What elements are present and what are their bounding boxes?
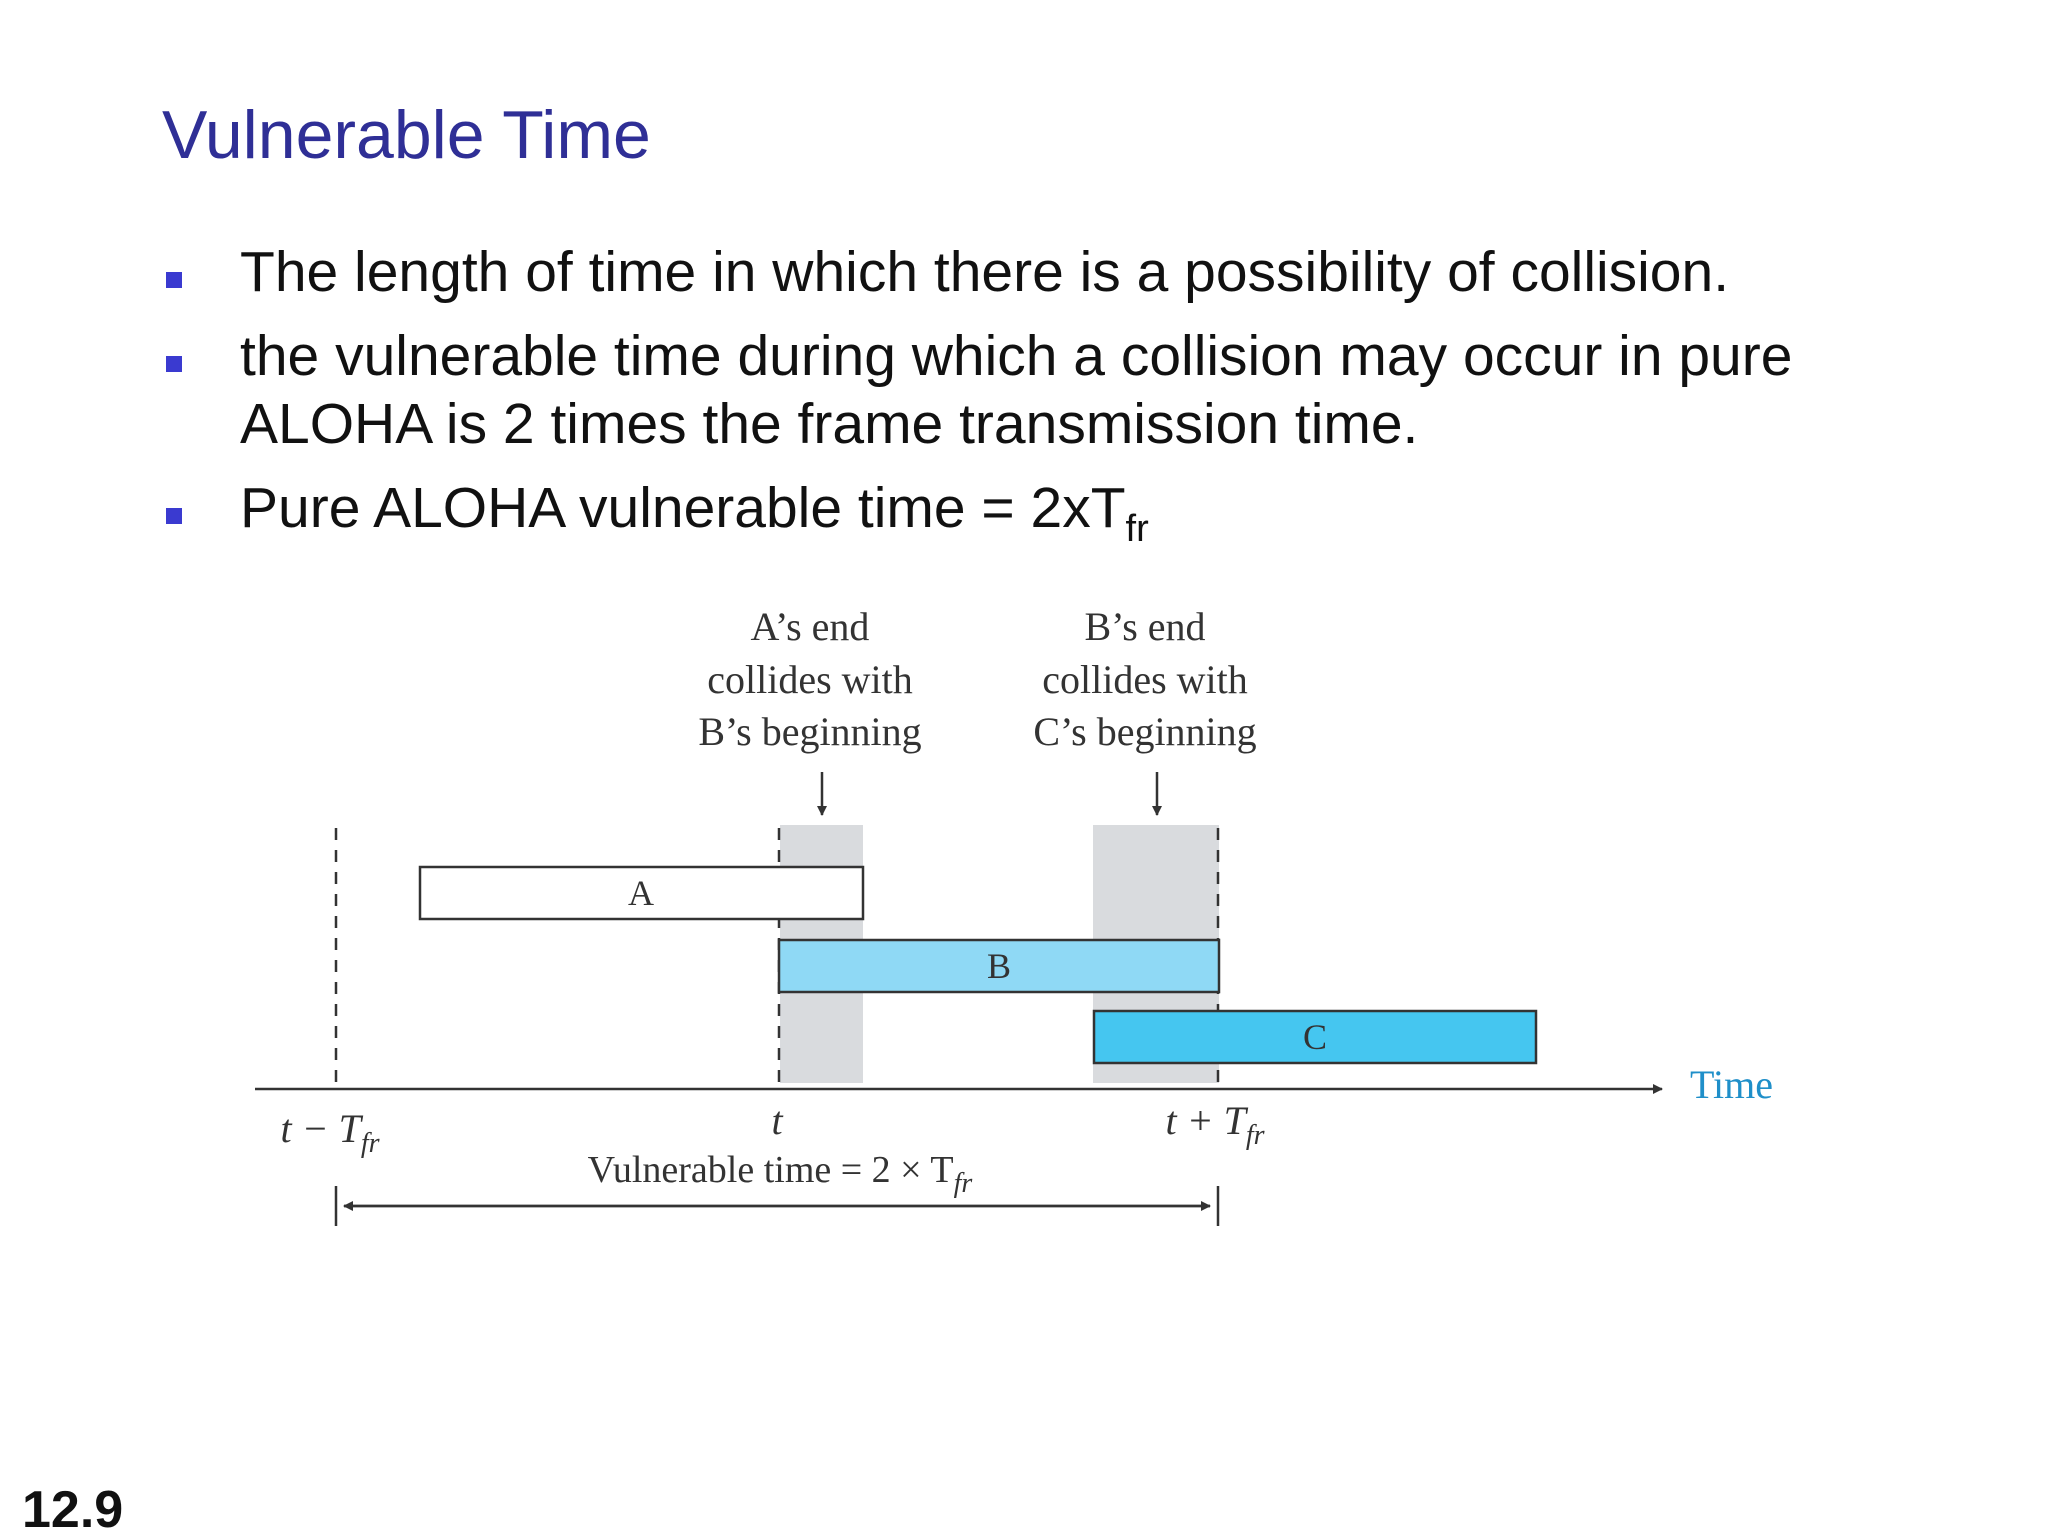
vulnerable-time-label: Vulnerable time = $2 \times T_{fr}$ xyxy=(587,1149,973,1199)
bullet-text-line-2: ALOHA is 2 times the frame transmission time. xyxy=(240,392,1419,456)
annotation-b-line-2: collides with xyxy=(1042,657,1248,702)
frame-a-label: A xyxy=(628,873,654,913)
annotation-a-line-2: collides with xyxy=(707,657,913,702)
formula-subscript: fr xyxy=(1125,508,1149,550)
slide-title: Vulnerable Time xyxy=(162,97,651,173)
annotation-b-line-1: B’s end xyxy=(1084,604,1206,649)
bullet-text-line-1: the vulnerable time during which a collision may occur in pure xyxy=(240,324,1793,388)
tick-label-t: t xyxy=(771,1098,783,1143)
frame-b-label: B xyxy=(986,946,1012,986)
formula-main: Pure ALOHA vulnerable time = 2xT xyxy=(240,476,1126,540)
bullet-text: The length of time in which there is a possibility of collision. xyxy=(240,240,1730,304)
page-number: 12.9 xyxy=(22,1481,124,1539)
tick-label-t-plus: $t + T_{fr}$ xyxy=(1165,1098,1265,1151)
tick-label-t-minus: $t - T_{fr}$ xyxy=(280,1106,380,1159)
frame-c-label: C xyxy=(1302,1017,1328,1057)
annotation-b-line-3: C’s beginning xyxy=(1033,709,1257,754)
annotation-a-line-3: B’s beginning xyxy=(698,709,922,754)
annotation-a-line-1: A’s end xyxy=(750,604,870,649)
time-axis-label: Time xyxy=(1690,1062,1774,1107)
